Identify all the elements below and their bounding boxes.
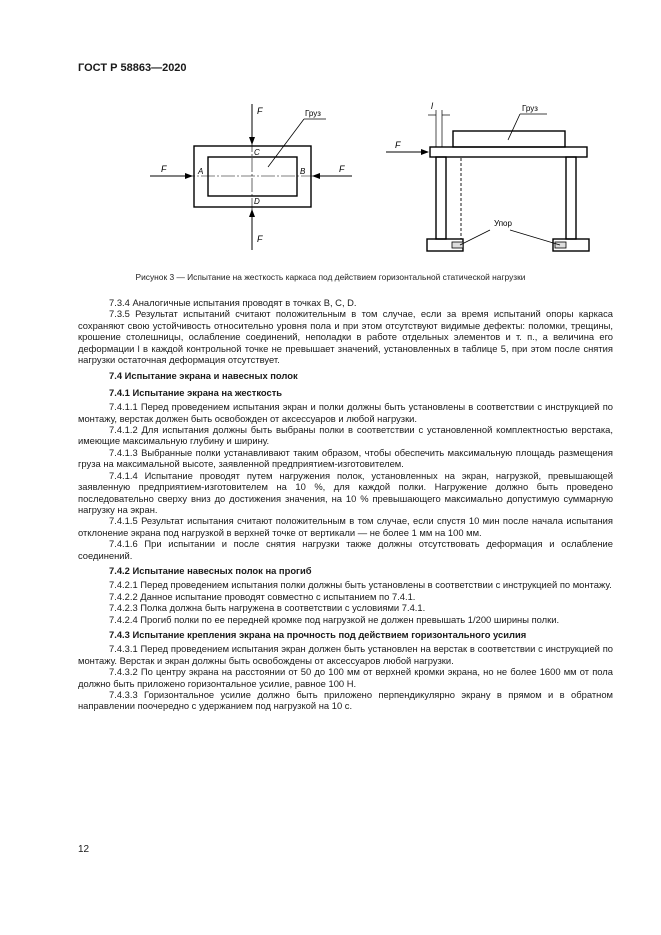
label-l: l	[431, 101, 433, 111]
figure-3	[0, 0, 661, 270]
paragraph: 7.4.2.1 Перед проведением испытания полки должны быть установлены в соответствии с инструкцией по монтажу.	[109, 579, 612, 591]
paragraph: 7.4.2.3 Полка должна быть нагружена в соответствии с условиями 7.4.1.	[109, 602, 426, 614]
paragraph: 7.3.5 Результат испытаний считают положительным в том случае, если за время испытаний опоры каркаса сохраняют свою устойчивость относительно уровня пола и при этом отсутствуют видимые дефекты: поломки, трещины, крошение столешницы, ослабление соединений, неполадки в работе отдельных элементов и т. п., а величина его деформации l в каждой контрольной точке не превышает значений, установленных в таблице 5, при этом после снятия нагрузки остаточная деформация отсутствует.	[78, 308, 613, 366]
subsection-heading: 7.4.2 Испытание навесных полок на прогиб	[109, 564, 312, 576]
label-f-right: F	[339, 164, 345, 174]
leg-right	[566, 157, 576, 239]
page-number: 12	[78, 844, 90, 855]
paragraph: 7.3.4 Аналогичные испытания проводят в точках B, C, D.	[109, 297, 357, 308]
label-f-top: F	[257, 106, 263, 116]
label-load-right: Груз	[522, 104, 538, 113]
stop-leader-right	[510, 230, 560, 245]
figure-caption: Рисунок 3 — Испытание на жесткость каркаса под действием горизонтальной статической нагрузки	[135, 272, 526, 282]
paragraph: 7.4.1.5 Результат испытания считают положительным в том случае, если спустя 10 мин после начала испытания отклонение экрана под нагрузкой в верхней точке от вертикали — не более 1 мм на 100 мм.	[78, 515, 613, 538]
leg-left	[436, 157, 446, 239]
section-heading: 7.4 Испытание экрана и навесных полок	[109, 370, 298, 382]
label-f-bottom: F	[257, 234, 263, 244]
load-block	[453, 131, 565, 147]
tabletop	[430, 147, 587, 157]
label-a: A	[198, 167, 204, 176]
outer-frame	[194, 146, 311, 207]
paragraph: 7.4.1.2 Для испытания должны быть выбраны полки в соответствии с установленной комплектностью верстака, имеющие максимальную глубину и ширину.	[78, 424, 613, 447]
paragraph: 7.4.1.4 Испытание проводят путем нагружения полок, установленных на экран, нагрузкой, превышающей заявленную предприятием-изготовителем на 10 %, для каждой полки. Нагружение должно быть проведено последовательно сверху вниз до достижения значения, на 10 % превышающего максимально допустимую суммарную нагрузку на экран.	[78, 469, 613, 515]
paragraph: 7.4.1.3 Выбранные полки устанавливают таким образом, чтобы обеспечить максимальную площадь размещения груза на максимальной высоте, заявленной предприятием-изготовителем.	[78, 446, 613, 470]
stop-leader-left	[460, 230, 490, 245]
label-f-left: F	[161, 164, 167, 174]
paragraph: 7.4.3.1 Перед проведением испытания экран должен быть установлен на верстак в соответствии с инструкцией по монтажу. Верстак и экран должны быть освобождены от аксессуаров любой нагрузки.	[78, 643, 613, 666]
subsection-heading: 7.4.1 Испытание экрана на жесткость	[109, 386, 283, 398]
inner-frame	[208, 157, 297, 196]
side-view-diagram	[386, 110, 589, 251]
label-load-left: Груз	[305, 109, 321, 118]
load-leader-right	[508, 114, 520, 140]
label-c: C	[254, 148, 260, 157]
paragraph: 7.4.3.2 По центру экрана на расстоянии от 50 до 100 мм от верхней кромки экрана, но не более 1600 мм от пола должно быть приложено горизонтальное усилие, равное 100 Н.	[78, 666, 613, 689]
deflected-leg	[452, 157, 461, 239]
label-f-side: F	[395, 140, 401, 150]
paragraph: 7.4.3.3 Горизонтальное усилие должно быть приложено перпендикулярно экрану в прямом и в обратном направлении поочередно с удержанием под нагрузкой на 10 с.	[78, 689, 613, 712]
load-leader	[268, 119, 304, 167]
body-text	[78, 297, 613, 712]
label-stop: Упор	[494, 219, 512, 228]
paragraph: 7.4.1.6 При испытании и после снятия нагрузки также должны отсутствовать деформация и ослабление соединений.	[78, 538, 613, 561]
label-d: D	[254, 197, 260, 206]
label-b: B	[300, 167, 306, 176]
paragraph: 7.4.2.2 Данное испытание проводят совместно с испытанием по 7.4.1.	[109, 590, 416, 602]
subsection-heading: 7.4.3 Испытание крепления экрана на прочность под действием горизонтального усилия	[109, 628, 527, 640]
paragraph: 7.4.1.1 Перед проведением испытания экран и полки должны быть установлены в соответствии с инструкцией по монтажу, верстак должен быть освобожден от аксессуаров и любой нагрузки.	[78, 401, 613, 424]
top-view-diagram	[150, 104, 352, 250]
paragraph: 7.4.2.4 Прогиб полки по ее передней кромке под нагрузкой не должен превышать 1/200 ширины полки.	[109, 613, 560, 625]
document-code: ГОСТ Р 58863—2020	[78, 62, 187, 74]
